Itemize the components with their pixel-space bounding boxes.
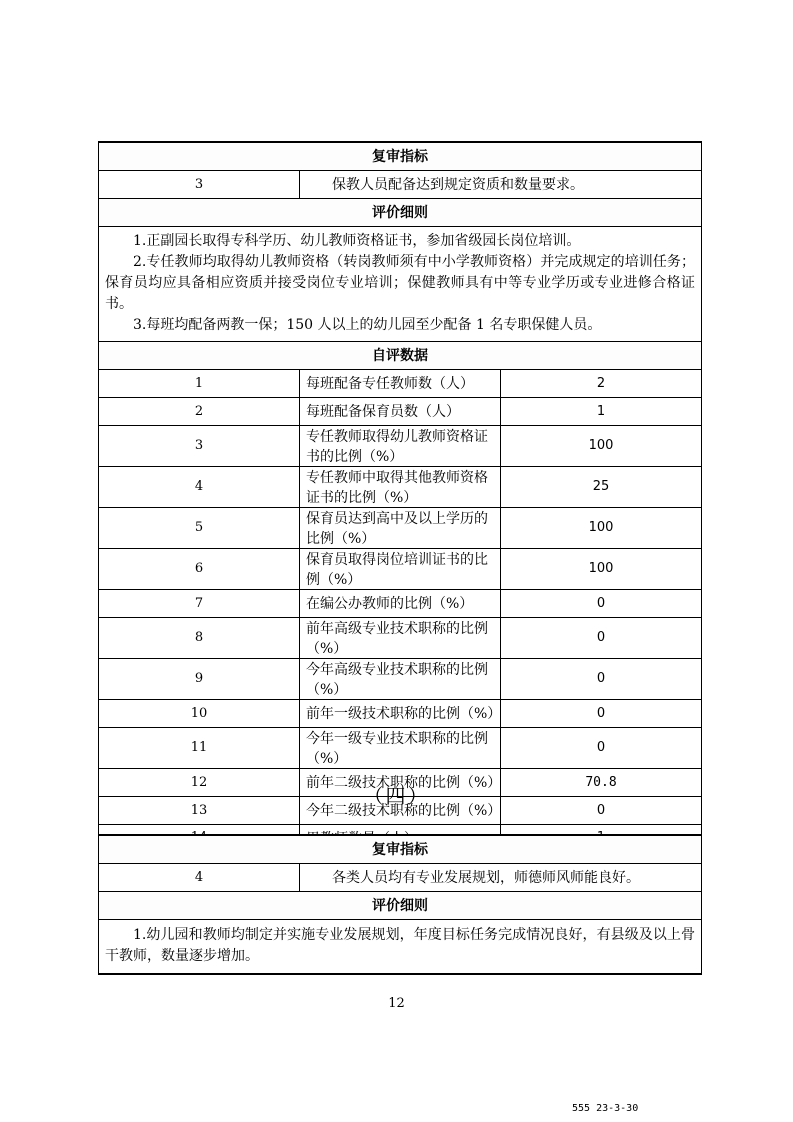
row-number: 6 xyxy=(99,548,300,589)
indicator-number: 4 xyxy=(99,863,300,891)
row-number: 1 xyxy=(99,369,300,397)
criteria-item: 1.正副园长取得专科学历、幼儿教师资格证书，参加省级园长岗位培训。 xyxy=(133,232,581,249)
table-row xyxy=(99,369,702,397)
review-table-3 xyxy=(98,141,702,853)
row-value: 0 xyxy=(501,796,702,824)
criteria-item: 3.每班均配备两教一保；150 人以上的幼儿园至少配备 1 名专职保健人员。 xyxy=(133,316,602,333)
row-label: 前年一级技术职称的比例（%） xyxy=(300,699,501,727)
section-heading: （四） xyxy=(363,784,430,808)
footer-stamp: 555 23-3-30 xyxy=(572,1103,639,1114)
row-number: 4 xyxy=(99,466,300,507)
row-label: 专任教师中取得其他教师资格证书的比例（%） xyxy=(300,466,501,507)
table-row xyxy=(99,658,702,699)
row-label: 保育员达到高中及以上学历的比例（%） xyxy=(300,507,501,548)
table-row xyxy=(99,466,702,507)
evaluation-criteria-text xyxy=(99,226,702,341)
table-row xyxy=(99,548,702,589)
row-value: 100 xyxy=(501,548,702,589)
row-number: 5 xyxy=(99,507,300,548)
row-number: 10 xyxy=(99,699,300,727)
indicator-text: 保教人员配备达到规定资质和数量要求。 xyxy=(300,170,702,198)
evaluation-criteria-text xyxy=(99,919,702,974)
row-number: 11 xyxy=(99,727,300,768)
table-row xyxy=(99,507,702,548)
row-number: 3 xyxy=(99,425,300,466)
evaluation-criteria-header: 评价细则 xyxy=(99,198,702,226)
row-label: 每班配备专任教师数（人） xyxy=(300,369,501,397)
table-row xyxy=(99,589,702,617)
row-label: 今年高级专业技术职称的比例（%） xyxy=(300,658,501,699)
row-number: 8 xyxy=(99,617,300,658)
row-value: 2 xyxy=(501,369,702,397)
table-row xyxy=(99,727,702,768)
row-label: 前年二级技术职称的比例（%） xyxy=(300,768,501,796)
review-indicator-header: 复审指标 xyxy=(99,142,702,170)
indicator-text: 各类人员均有专业发展规划，师德师风师能良好。 xyxy=(300,863,702,891)
criteria-item: 1.幼儿园和教师均制定并实施专业发展规划，年度目标任务完成情况良好，有县级及以上骨干教师，数量逐步增加。 xyxy=(105,926,695,964)
table-row xyxy=(99,425,702,466)
row-number: 2 xyxy=(99,397,300,425)
row-value: 0 xyxy=(501,699,702,727)
evaluation-criteria-header: 评价细则 xyxy=(99,891,702,919)
review-indicator-header: 复审指标 xyxy=(99,835,702,863)
row-label: 每班配备保育员数（人） xyxy=(300,397,501,425)
self-evaluation-header: 自评数据 xyxy=(99,341,702,369)
row-value: 100 xyxy=(501,507,702,548)
indicator-number: 3 xyxy=(99,170,300,198)
row-number: 12 xyxy=(99,768,300,796)
page-number: 12 xyxy=(388,996,405,1011)
row-label: 前年高级专业技术职称的比例（%） xyxy=(300,617,501,658)
row-value: 1 xyxy=(501,397,702,425)
row-value: 0 xyxy=(501,589,702,617)
row-number: 13 xyxy=(99,796,300,824)
row-value: 0 xyxy=(501,617,702,658)
row-label: 今年一级专业技术职称的比例（%） xyxy=(300,727,501,768)
row-value: 0 xyxy=(501,727,702,768)
row-value: 0 xyxy=(501,658,702,699)
row-number: 7 xyxy=(99,589,300,617)
table-row xyxy=(99,617,702,658)
row-value: 100 xyxy=(501,425,702,466)
row-label: 保育员取得岗位培训证书的比例（%） xyxy=(300,548,501,589)
row-label: 在编公办教师的比例（%） xyxy=(300,589,501,617)
criteria-item: 2.专任教师均取得幼儿教师资格（转岗教师须有中小学教师资格）并完成规定的培训任务；保育员均应具备相应资质并接受岗位专业培训；保健教师具有中等专业学历或专业进修合格证书。 xyxy=(105,253,695,312)
row-label: 专任教师取得幼儿教师资格证书的比例（%） xyxy=(300,425,501,466)
row-value: 70.8 xyxy=(501,768,702,796)
table-row xyxy=(99,699,702,727)
table-row xyxy=(99,397,702,425)
row-number: 9 xyxy=(99,658,300,699)
row-value: 25 xyxy=(501,466,702,507)
review-table-4 xyxy=(98,834,702,975)
row-label: 今年二级技术职称的比例（%） xyxy=(300,796,501,824)
